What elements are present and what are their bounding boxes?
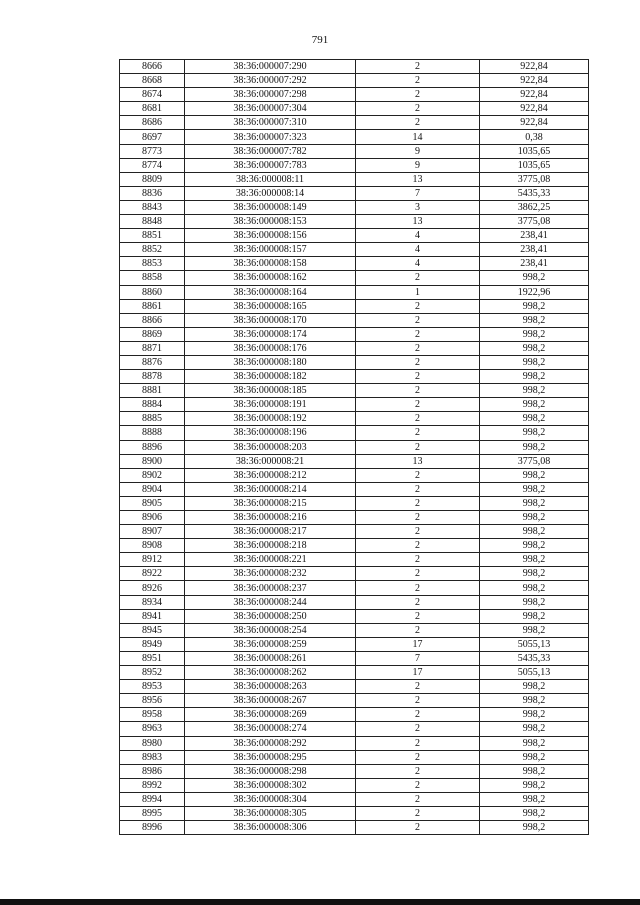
row-number-cell: 8908: [120, 539, 185, 553]
row-number-cell: 8905: [120, 496, 185, 510]
amount-cell: 998,2: [480, 384, 589, 398]
amount-cell: 998,2: [480, 327, 589, 341]
count-cell: 2: [356, 539, 480, 553]
count-cell: 2: [356, 299, 480, 313]
table-row: [120, 821, 589, 835]
row-number-cell: 8666: [120, 60, 185, 74]
scan-edge-bar: [0, 899, 640, 905]
cadastral-number-cell: 38:36:000007:783: [185, 158, 356, 172]
table-row: [120, 116, 589, 130]
count-cell: 2: [356, 440, 480, 454]
row-number-cell: 8953: [120, 680, 185, 694]
row-number-cell: 8963: [120, 722, 185, 736]
amount-cell: 998,2: [480, 313, 589, 327]
row-number-cell: 8888: [120, 426, 185, 440]
amount-cell: 998,2: [480, 708, 589, 722]
row-number-cell: 8853: [120, 257, 185, 271]
table-row: [120, 243, 589, 257]
table-row: [120, 496, 589, 510]
row-number-cell: 8860: [120, 285, 185, 299]
cadastral-number-cell: 38:36:000007:323: [185, 130, 356, 144]
amount-cell: 0,38: [480, 130, 589, 144]
table-row: [120, 88, 589, 102]
cadastral-number-cell: 38:36:000007:304: [185, 102, 356, 116]
row-number-cell: 8958: [120, 708, 185, 722]
row-number-cell: 8851: [120, 229, 185, 243]
count-cell: 7: [356, 651, 480, 665]
amount-cell: 998,2: [480, 539, 589, 553]
amount-cell: 998,2: [480, 567, 589, 581]
count-cell: 2: [356, 680, 480, 694]
table-row: [120, 539, 589, 553]
amount-cell: 998,2: [480, 426, 589, 440]
cadastral-number-cell: 38:36:000007:298: [185, 88, 356, 102]
table-row: [120, 313, 589, 327]
row-number-cell: 8945: [120, 623, 185, 637]
amount-cell: 998,2: [480, 806, 589, 820]
amount-cell: 998,2: [480, 778, 589, 792]
row-number-cell: 8843: [120, 200, 185, 214]
table-row: [120, 398, 589, 412]
amount-cell: 1035,65: [480, 158, 589, 172]
cadastral-number-cell: 38:36:000008:305: [185, 806, 356, 820]
row-number-cell: 8668: [120, 74, 185, 88]
row-number-cell: 8774: [120, 158, 185, 172]
table-row: [120, 806, 589, 820]
table-row: [120, 482, 589, 496]
amount-cell: 5435,33: [480, 186, 589, 200]
count-cell: 2: [356, 708, 480, 722]
amount-cell: 998,2: [480, 468, 589, 482]
amount-cell: 922,84: [480, 74, 589, 88]
amount-cell: 922,84: [480, 116, 589, 130]
table-row: [120, 130, 589, 144]
count-cell: 17: [356, 637, 480, 651]
table-row: [120, 215, 589, 229]
table-row: [120, 595, 589, 609]
row-number-cell: 8866: [120, 313, 185, 327]
amount-cell: 998,2: [480, 299, 589, 313]
amount-cell: 998,2: [480, 511, 589, 525]
row-number-cell: 8674: [120, 88, 185, 102]
amount-cell: 998,2: [480, 609, 589, 623]
count-cell: 2: [356, 764, 480, 778]
row-number-cell: 8858: [120, 271, 185, 285]
table-row: [120, 327, 589, 341]
table-row: [120, 102, 589, 116]
count-cell: 2: [356, 412, 480, 426]
amount-cell: 3775,08: [480, 215, 589, 229]
amount-cell: 5055,13: [480, 637, 589, 651]
row-number-cell: 8881: [120, 384, 185, 398]
row-number-cell: 8773: [120, 144, 185, 158]
cadastral-number-cell: 38:36:000008:170: [185, 313, 356, 327]
cadastral-number-cell: 38:36:000008:267: [185, 694, 356, 708]
row-number-cell: 8994: [120, 792, 185, 806]
row-number-cell: 8871: [120, 341, 185, 355]
cadastral-number-cell: 38:36:000008:269: [185, 708, 356, 722]
table-row: [120, 341, 589, 355]
amount-cell: 1035,65: [480, 144, 589, 158]
amount-cell: 998,2: [480, 750, 589, 764]
table-row: [120, 257, 589, 271]
amount-cell: 3775,08: [480, 454, 589, 468]
cadastral-number-cell: 38:36:000008:295: [185, 750, 356, 764]
amount-cell: 998,2: [480, 271, 589, 285]
amount-cell: 5435,33: [480, 651, 589, 665]
row-number-cell: 8926: [120, 581, 185, 595]
table-row: [120, 567, 589, 581]
table-row: [120, 637, 589, 651]
amount-cell: 3862,25: [480, 200, 589, 214]
cadastral-number-cell: 38:36:000008:274: [185, 722, 356, 736]
table-row: [120, 609, 589, 623]
row-number-cell: 8996: [120, 821, 185, 835]
row-number-cell: 8986: [120, 764, 185, 778]
amount-cell: 3775,08: [480, 172, 589, 186]
amount-cell: 998,2: [480, 821, 589, 835]
row-number-cell: 8681: [120, 102, 185, 116]
count-cell: 1: [356, 285, 480, 299]
amount-cell: 922,84: [480, 88, 589, 102]
table-row: [120, 412, 589, 426]
row-number-cell: 8941: [120, 609, 185, 623]
row-number-cell: 8904: [120, 482, 185, 496]
cadastral-number-cell: 38:36:000007:292: [185, 74, 356, 88]
table-row: [120, 722, 589, 736]
amount-cell: 998,2: [480, 581, 589, 595]
cadastral-number-cell: 38:36:000008:232: [185, 567, 356, 581]
count-cell: 2: [356, 792, 480, 806]
table-row: [120, 468, 589, 482]
count-cell: 2: [356, 482, 480, 496]
amount-cell: 998,2: [480, 722, 589, 736]
page-number: 791: [311, 34, 329, 46]
count-cell: 2: [356, 102, 480, 116]
row-number-cell: 8885: [120, 412, 185, 426]
count-cell: 2: [356, 313, 480, 327]
row-number-cell: 8896: [120, 440, 185, 454]
row-number-cell: 8902: [120, 468, 185, 482]
amount-cell: 998,2: [480, 370, 589, 384]
row-number-cell: 8809: [120, 172, 185, 186]
table-row: [120, 426, 589, 440]
table-row: [120, 186, 589, 200]
row-number-cell: 8983: [120, 750, 185, 764]
cadastral-number-cell: 38:36:000007:290: [185, 60, 356, 74]
count-cell: 2: [356, 74, 480, 88]
count-cell: 2: [356, 821, 480, 835]
cadastral-number-cell: 38:36:000008:237: [185, 581, 356, 595]
count-cell: 9: [356, 158, 480, 172]
row-number-cell: 8869: [120, 327, 185, 341]
amount-cell: 922,84: [480, 60, 589, 74]
count-cell: 2: [356, 722, 480, 736]
count-cell: 2: [356, 496, 480, 510]
amount-cell: 998,2: [480, 736, 589, 750]
count-cell: 13: [356, 172, 480, 186]
row-number-cell: 8949: [120, 637, 185, 651]
count-cell: 2: [356, 694, 480, 708]
cadastral-number-cell: 38:36:000008:244: [185, 595, 356, 609]
count-cell: 2: [356, 553, 480, 567]
cadastral-number-cell: 38:36:000008:215: [185, 496, 356, 510]
row-number-cell: 8956: [120, 694, 185, 708]
count-cell: 2: [356, 468, 480, 482]
count-cell: 2: [356, 609, 480, 623]
table-row: [120, 229, 589, 243]
table-row: [120, 511, 589, 525]
count-cell: 2: [356, 398, 480, 412]
row-number-cell: 8952: [120, 666, 185, 680]
cadastral-number-cell: 38:36:000008:298: [185, 764, 356, 778]
row-number-cell: 8686: [120, 116, 185, 130]
count-cell: 2: [356, 567, 480, 581]
cadastral-number-cell: 38:36:000008:21: [185, 454, 356, 468]
amount-cell: 998,2: [480, 440, 589, 454]
table-row: [120, 271, 589, 285]
cadastral-number-cell: 38:36:000008:180: [185, 355, 356, 369]
row-number-cell: 8884: [120, 398, 185, 412]
cadastral-number-cell: 38:36:000008:203: [185, 440, 356, 454]
amount-cell: 238,41: [480, 229, 589, 243]
row-number-cell: 8951: [120, 651, 185, 665]
amount-cell: 998,2: [480, 595, 589, 609]
table-row: [120, 778, 589, 792]
count-cell: 2: [356, 426, 480, 440]
count-cell: 3: [356, 200, 480, 214]
table-row: [120, 581, 589, 595]
cadastral-number-cell: 38:36:000008:162: [185, 271, 356, 285]
count-cell: 2: [356, 341, 480, 355]
cadastral-number-cell: 38:36:000008:11: [185, 172, 356, 186]
amount-cell: 998,2: [480, 623, 589, 637]
count-cell: 2: [356, 116, 480, 130]
amount-cell: 998,2: [480, 553, 589, 567]
cadastral-number-cell: 38:36:000008:306: [185, 821, 356, 835]
cadastral-number-cell: 38:36:000008:302: [185, 778, 356, 792]
count-cell: 17: [356, 666, 480, 680]
table-row: [120, 355, 589, 369]
cadastral-number-cell: 38:36:000008:165: [185, 299, 356, 313]
cadastral-number-cell: 38:36:000008:304: [185, 792, 356, 806]
amount-cell: 998,2: [480, 680, 589, 694]
amount-cell: 998,2: [480, 496, 589, 510]
amount-cell: 1922,96: [480, 285, 589, 299]
cadastral-number-cell: 38:36:000008:192: [185, 412, 356, 426]
cadastral-number-cell: 38:36:000008:262: [185, 666, 356, 680]
cadastral-number-cell: 38:36:000008:158: [185, 257, 356, 271]
cadastral-number-cell: 38:36:000008:221: [185, 553, 356, 567]
count-cell: 4: [356, 229, 480, 243]
row-number-cell: 8980: [120, 736, 185, 750]
table-row: [120, 60, 589, 74]
count-cell: 2: [356, 511, 480, 525]
registry-table: [119, 59, 589, 835]
table-row: [120, 764, 589, 778]
count-cell: 2: [356, 370, 480, 384]
table-row: [120, 708, 589, 722]
row-number-cell: 8922: [120, 567, 185, 581]
amount-cell: 998,2: [480, 482, 589, 496]
count-cell: 2: [356, 355, 480, 369]
table-row: [120, 384, 589, 398]
table-row: [120, 736, 589, 750]
count-cell: 2: [356, 595, 480, 609]
count-cell: 2: [356, 581, 480, 595]
row-number-cell: 8934: [120, 595, 185, 609]
cadastral-number-cell: 38:36:000008:182: [185, 370, 356, 384]
amount-cell: 998,2: [480, 398, 589, 412]
row-number-cell: 8848: [120, 215, 185, 229]
cadastral-number-cell: 38:36:000007:782: [185, 144, 356, 158]
registry-table-body: [120, 60, 589, 835]
table-row: [120, 525, 589, 539]
count-cell: 2: [356, 60, 480, 74]
cadastral-number-cell: 38:36:000008:157: [185, 243, 356, 257]
table-row: [120, 680, 589, 694]
count-cell: 2: [356, 327, 480, 341]
count-cell: 2: [356, 384, 480, 398]
cadastral-number-cell: 38:36:000008:292: [185, 736, 356, 750]
count-cell: 4: [356, 243, 480, 257]
cadastral-number-cell: 38:36:000008:214: [185, 482, 356, 496]
count-cell: 2: [356, 623, 480, 637]
table-row: [120, 553, 589, 567]
cadastral-number-cell: 38:36:000008:153: [185, 215, 356, 229]
cadastral-number-cell: 38:36:000008:185: [185, 384, 356, 398]
table-row: [120, 750, 589, 764]
cadastral-number-cell: 38:36:000008:174: [185, 327, 356, 341]
count-cell: 2: [356, 271, 480, 285]
cadastral-number-cell: 38:36:000008:217: [185, 525, 356, 539]
table-row: [120, 370, 589, 384]
cadastral-number-cell: 38:36:000008:149: [185, 200, 356, 214]
table-row: [120, 792, 589, 806]
row-number-cell: 8697: [120, 130, 185, 144]
cadastral-number-cell: 38:36:000008:250: [185, 609, 356, 623]
table-row: [120, 144, 589, 158]
row-number-cell: 8900: [120, 454, 185, 468]
table-row: [120, 285, 589, 299]
amount-cell: 998,2: [480, 792, 589, 806]
table-row: [120, 454, 589, 468]
table-row: [120, 74, 589, 88]
count-cell: 4: [356, 257, 480, 271]
amount-cell: 998,2: [480, 355, 589, 369]
table-row: [120, 651, 589, 665]
table-row: [120, 666, 589, 680]
cadastral-number-cell: 38:36:000008:259: [185, 637, 356, 651]
count-cell: 2: [356, 750, 480, 764]
table-row: [120, 694, 589, 708]
count-cell: 2: [356, 806, 480, 820]
table-row: [120, 440, 589, 454]
row-number-cell: 8836: [120, 186, 185, 200]
cadastral-number-cell: 38:36:000007:310: [185, 116, 356, 130]
amount-cell: 998,2: [480, 764, 589, 778]
count-cell: 2: [356, 778, 480, 792]
cadastral-number-cell: 38:36:000008:196: [185, 426, 356, 440]
cadastral-number-cell: 38:36:000008:156: [185, 229, 356, 243]
table-row: [120, 158, 589, 172]
count-cell: 13: [356, 454, 480, 468]
cadastral-number-cell: 38:36:000008:254: [185, 623, 356, 637]
count-cell: 14: [356, 130, 480, 144]
row-number-cell: 8907: [120, 525, 185, 539]
count-cell: 2: [356, 88, 480, 102]
count-cell: 9: [356, 144, 480, 158]
cadastral-number-cell: 38:36:000008:216: [185, 511, 356, 525]
row-number-cell: 8876: [120, 355, 185, 369]
amount-cell: 5055,13: [480, 666, 589, 680]
amount-cell: 998,2: [480, 525, 589, 539]
amount-cell: 998,2: [480, 412, 589, 426]
cadastral-number-cell: 38:36:000008:164: [185, 285, 356, 299]
amount-cell: 238,41: [480, 243, 589, 257]
amount-cell: 238,41: [480, 257, 589, 271]
count-cell: 7: [356, 186, 480, 200]
amount-cell: 998,2: [480, 694, 589, 708]
amount-cell: 922,84: [480, 102, 589, 116]
row-number-cell: 8852: [120, 243, 185, 257]
row-number-cell: 8861: [120, 299, 185, 313]
row-number-cell: 8878: [120, 370, 185, 384]
cadastral-number-cell: 38:36:000008:14: [185, 186, 356, 200]
row-number-cell: 8912: [120, 553, 185, 567]
cadastral-number-cell: 38:36:000008:218: [185, 539, 356, 553]
cadastral-number-cell: 38:36:000008:212: [185, 468, 356, 482]
table-row: [120, 623, 589, 637]
row-number-cell: 8995: [120, 806, 185, 820]
count-cell: 2: [356, 736, 480, 750]
cadastral-number-cell: 38:36:000008:191: [185, 398, 356, 412]
cadastral-number-cell: 38:36:000008:261: [185, 651, 356, 665]
table-row: [120, 299, 589, 313]
table-row: [120, 172, 589, 186]
count-cell: 13: [356, 215, 480, 229]
cadastral-number-cell: 38:36:000008:176: [185, 341, 356, 355]
cadastral-number-cell: 38:36:000008:263: [185, 680, 356, 694]
count-cell: 2: [356, 525, 480, 539]
row-number-cell: 8992: [120, 778, 185, 792]
amount-cell: 998,2: [480, 341, 589, 355]
table-row: [120, 200, 589, 214]
row-number-cell: 8906: [120, 511, 185, 525]
